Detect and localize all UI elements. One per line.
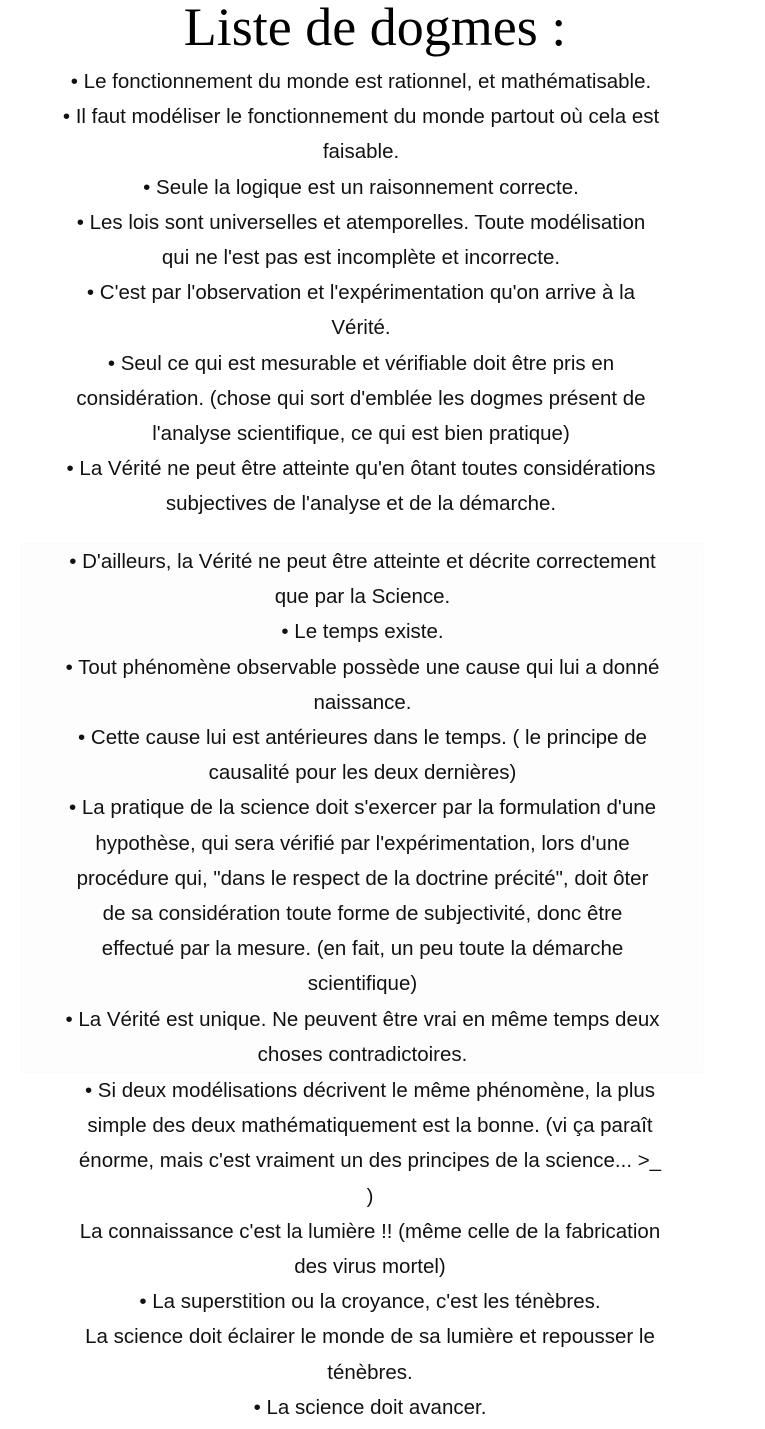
text-line: hypothèse, qui sera vérifié par l'expérimentation, lors d'une: [95, 831, 630, 855]
text-line: choses contradictoires.: [257, 1042, 468, 1066]
text-line: ténèbres.: [327, 1360, 413, 1384]
text-line: • La Vérité ne peut être atteinte qu'en ôtant toutes considérations: [66, 457, 656, 481]
dogma-list-part-1: [0, 64, 722, 522]
text-line: La connaissance c'est la lumière !! (même celle de la fabrication: [79, 1219, 661, 1243]
text-line: procédure qui, "dans le respect de la doctrine précité", doit ôter: [76, 866, 649, 890]
dogma-list-part-3: [42, 1073, 698, 1425]
text-line: La science doit éclairer le monde de sa lumière et repousser le: [85, 1325, 655, 1349]
text-line: subjectives de l'analyse et de la démarche.: [165, 492, 557, 516]
text-line: l'analyse scientifique, ce qui est bien pratique): [152, 422, 570, 446]
text-line: énorme, mais c'est vraiment un des principes de la science... >_: [78, 1149, 662, 1173]
dogma-list-part-2: [22, 544, 703, 1072]
text-line: simple des deux mathématiquement est la bonne. (vi ça paraît: [87, 1114, 653, 1138]
text-line: • D'ailleurs, la Vérité ne peut être atteinte et décrite correctement: [69, 550, 656, 573]
text-line: que par la Science.: [274, 585, 451, 609]
text-line: considération. (chose qui sort d'emblée les dogmes présent de: [76, 386, 646, 410]
text-line: • Cette cause lui est antérieures dans le temps. ( le principe de: [78, 726, 647, 750]
text-line: des virus mortel): [294, 1255, 446, 1279]
text-line: • Tout phénomène observable possède une cause qui lui a donné: [65, 655, 660, 679]
text-line: • La superstition ou la croyance, c'est les ténèbres.: [139, 1290, 601, 1314]
text-line: • La pratique de la science doit s'exercer par la formulation d'une: [68, 796, 657, 820]
text-line: Vérité.: [331, 316, 391, 340]
text-line: • Les lois sont universelles et atemporelles. Toute modélisation: [76, 210, 646, 234]
text-line: qui ne l'est pas est incomplète et incorrecte.: [161, 246, 561, 270]
text-line: naissance.: [313, 690, 412, 714]
text-line: • La science doit avancer.: [253, 1395, 487, 1419]
text-line: • Seule la logique est un raisonnement correcte.: [143, 175, 579, 199]
text-line: de sa considération toute forme de subjectivité, donc être: [102, 902, 623, 926]
text-line: ): [366, 1184, 374, 1208]
text-line: • Le fonctionnement du monde est rationnel, et mathématisable.: [70, 70, 652, 93]
text-line: • C'est par l'observation et l'expérimentation qu'on arrive à la: [86, 281, 636, 305]
text-line: faisable.: [322, 140, 400, 164]
text-line: scientifique): [307, 972, 418, 996]
text-line: • Seul ce qui est mesurable et vérifiable doit être pris en: [107, 351, 615, 375]
text-line: • Il faut modéliser le fonctionnement du monde partout où cela est: [62, 105, 660, 129]
text-line: • Si deux modélisations décrivent le même phénomène, la plus: [84, 1079, 656, 1102]
text-line: • Le temps existe.: [281, 620, 444, 644]
text-line: effectué par la mesure. (en fait, un peu toute la démarche: [101, 937, 624, 961]
text-line: • La Vérité est unique. Ne peuvent être vrai en même temps deux: [65, 1007, 660, 1031]
page-title: Liste de dogmes :: [183, 0, 567, 57]
text-line: causalité pour les deux dernières): [208, 761, 517, 785]
